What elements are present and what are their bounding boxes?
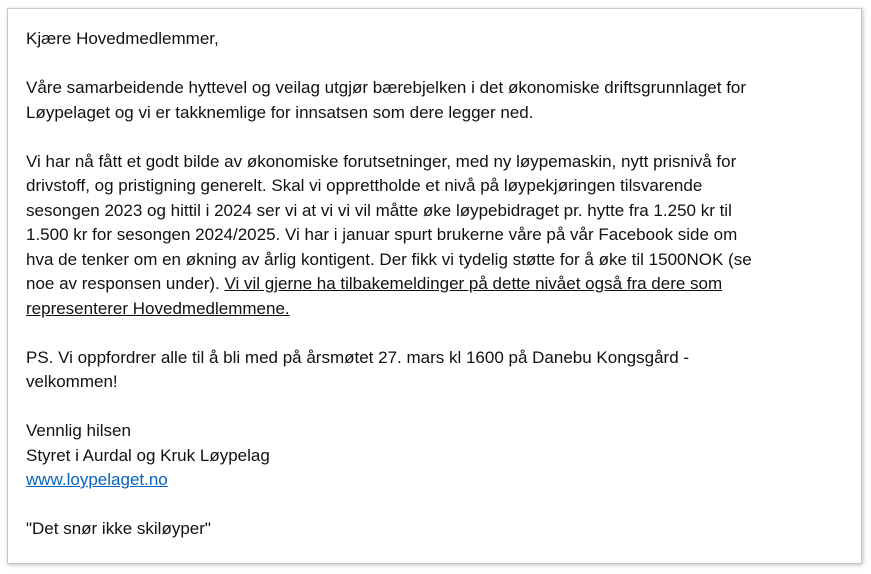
- paragraph-2: [26, 150, 826, 322]
- paragraph-3-line-1: PS. Vi oppfordrer alle til å bli med på årsmøtet 27. mars kl 1600 på Danebu Kongsgård -: [26, 347, 690, 367]
- paragraph-3-line-2: velkommen!: [26, 372, 118, 391]
- paragraph-2-line-3: sesongen 2023 og hittil i 2024 ser vi at vi vi vil måtte øke løypebidraget pr. hytte fra 1.250 kr til: [26, 200, 732, 220]
- tagline-text: "Det snør ikke skiløyper": [26, 519, 211, 538]
- paragraph-2-line-6-plain: noe av responsen under).: [26, 274, 225, 293]
- website-link[interactable]: www.loypelaget.no: [26, 470, 168, 489]
- paragraph-3: [26, 346, 826, 395]
- greeting-text: Kjære Hovedmedlemmer,: [26, 29, 219, 48]
- feedback-request-text: Vi vil gjerne ha tilbakemeldinger på dette nivået også fra dere som: [224, 274, 723, 293]
- paragraph-2-line-6: [26, 272, 826, 297]
- paragraph-2-line-4: 1.500 kr for sesongen 2024/2025. Vi har i januar spurt brukerne våre på vår Facebook side om: [26, 225, 738, 244]
- paragraph-2-line-5: hva de tenker om en økning av årlig kontigent. Der fikk vi tydelig støtte for å øke til 1500NOK (se: [26, 249, 752, 269]
- letter-body: [26, 27, 826, 542]
- paragraph-2-line-1: Vi har nå fått et godt bilde av økonomiske forutsetninger, med ny løypemaskin, nytt prisnivå for: [26, 151, 737, 171]
- feedback-request-text-continued: representerer Hovedmedlemmene.: [26, 298, 290, 318]
- paragraph-1-line-1: Våre samarbeidende hyttevel og veilag utgjør bærebjelken i det økonomiske driftsgrunnlaget for: [26, 78, 747, 97]
- greeting: [26, 27, 826, 52]
- signature-sender: Styret i Aurdal og Kruk Løypelag: [26, 445, 270, 465]
- paragraph-1: [26, 76, 826, 125]
- paragraph-1-line-2: Løypelaget og vi er takknemlige for innsatsen som dere legger ned.: [26, 102, 534, 122]
- paragraph-2-line-2: drivstoff, og pristigning generelt. Skal vi opprettholde et nivå på løypekjøringen tilsvarende: [26, 176, 703, 195]
- tagline: [26, 517, 826, 542]
- letter-card: [7, 8, 862, 564]
- signature-block: [26, 419, 826, 493]
- signature-closing: Vennlig hilsen: [26, 421, 131, 440]
